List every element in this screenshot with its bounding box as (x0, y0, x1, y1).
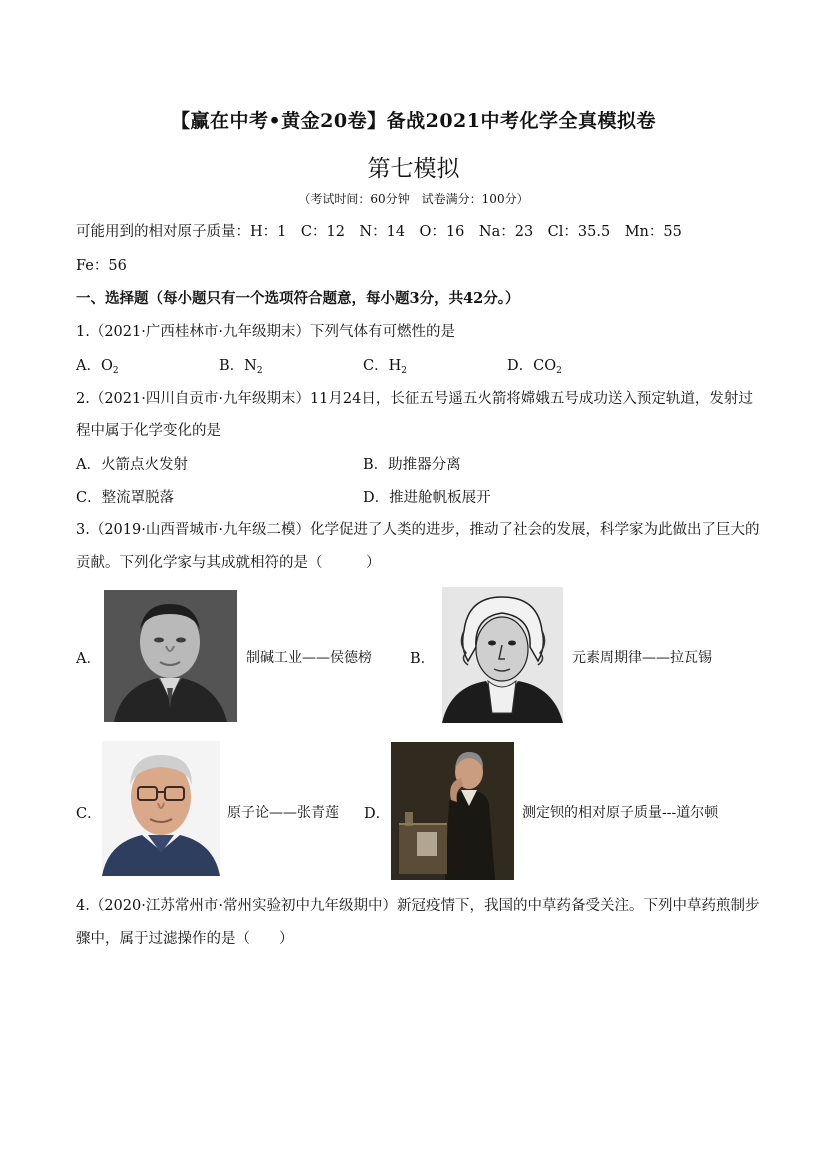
question-1-stem: 1.（2021·广西桂林市·九年级期末）下列气体有可燃性的是 (76, 324, 455, 340)
question-3-option-d-letter: D． (364, 806, 391, 822)
question-2-option-a: A．火箭点火发射 (76, 457, 188, 473)
question-1-option-a: A．$O_2$ (76, 358, 119, 376)
question-3-option-a-letter: A． (76, 651, 101, 667)
question-3-stem-line-1: 3.（2019·山西晋城市·九年级二模）化学促进了人类的进步，推动了社会的发展，科学家为此做出了巨大的 (76, 522, 760, 538)
question-3-stem-line-2: 贡献。下列化学家与其成就相符的是（ ） (76, 555, 381, 571)
question-1-option-d: D．$CO_2$ (507, 358, 562, 376)
question-3-option-a-caption: 制碱工业——侯德榜 (246, 650, 372, 666)
question-1-option-c: C．$H_2$ (363, 358, 407, 376)
section-heading: 一、选择题（每小题只有一个选项符合题意，每小题3分，共42分。） (76, 290, 520, 307)
exam-info: （考试时间：60分钟 试卷满分：100分） (298, 192, 529, 206)
question-2-option-d: D．推进舱帆板展开 (363, 490, 491, 506)
question-4-stem-line-2: 骤中，属于过滤操作的是（ ） (76, 931, 294, 947)
exam-subtitle: 第七模拟 (367, 156, 460, 182)
question-2-stem-line-1: 2.（2021·四川自贡市·九年级期末）11月24日，长征五号遥五火箭将嫦娥五号成功送入预定轨道，发射过 (76, 391, 753, 407)
atomic-mass-line-1: 可能用到的相对原子质量：H：1 C：12 N：14 O：16 Na：23 Cl：35.5 Mn：55 (76, 224, 682, 240)
question-2-option-c: C．整流罩脱落 (76, 490, 175, 506)
dalton-portrait (391, 742, 514, 880)
question-3-option-c-caption: 原子论——张青莲 (227, 805, 339, 821)
question-4-stem-line-1: 4.（2020·江苏常州市·常州实验初中九年级期中）新冠疫情下，我国的中草药备受关注。下列中草药煎制步 (76, 898, 760, 914)
question-2-option-b: B．助推器分离 (363, 457, 461, 473)
question-3-option-c-letter: C． (76, 806, 102, 822)
question-3-option-b-caption: 元素周期律——拉瓦锡 (572, 650, 712, 666)
question-3-option-d-caption: 测定钡的相对原子质量---道尔顿 (522, 805, 719, 821)
hou-debang-portrait (104, 590, 237, 722)
lavoisier-portrait (442, 587, 563, 723)
atomic-mass-line-2: Fe：56 (76, 258, 127, 274)
question-2-stem-line-2: 程中属于化学变化的是 (76, 423, 221, 439)
question-1-option-b: B．$N_2$ (219, 358, 263, 376)
question-3-option-b-letter: B． (410, 651, 436, 667)
zhang-qinglian-portrait (102, 741, 220, 876)
exam-title: 【赢在中考•黄金20卷】备战2021中考化学全真模拟卷 (171, 110, 656, 132)
